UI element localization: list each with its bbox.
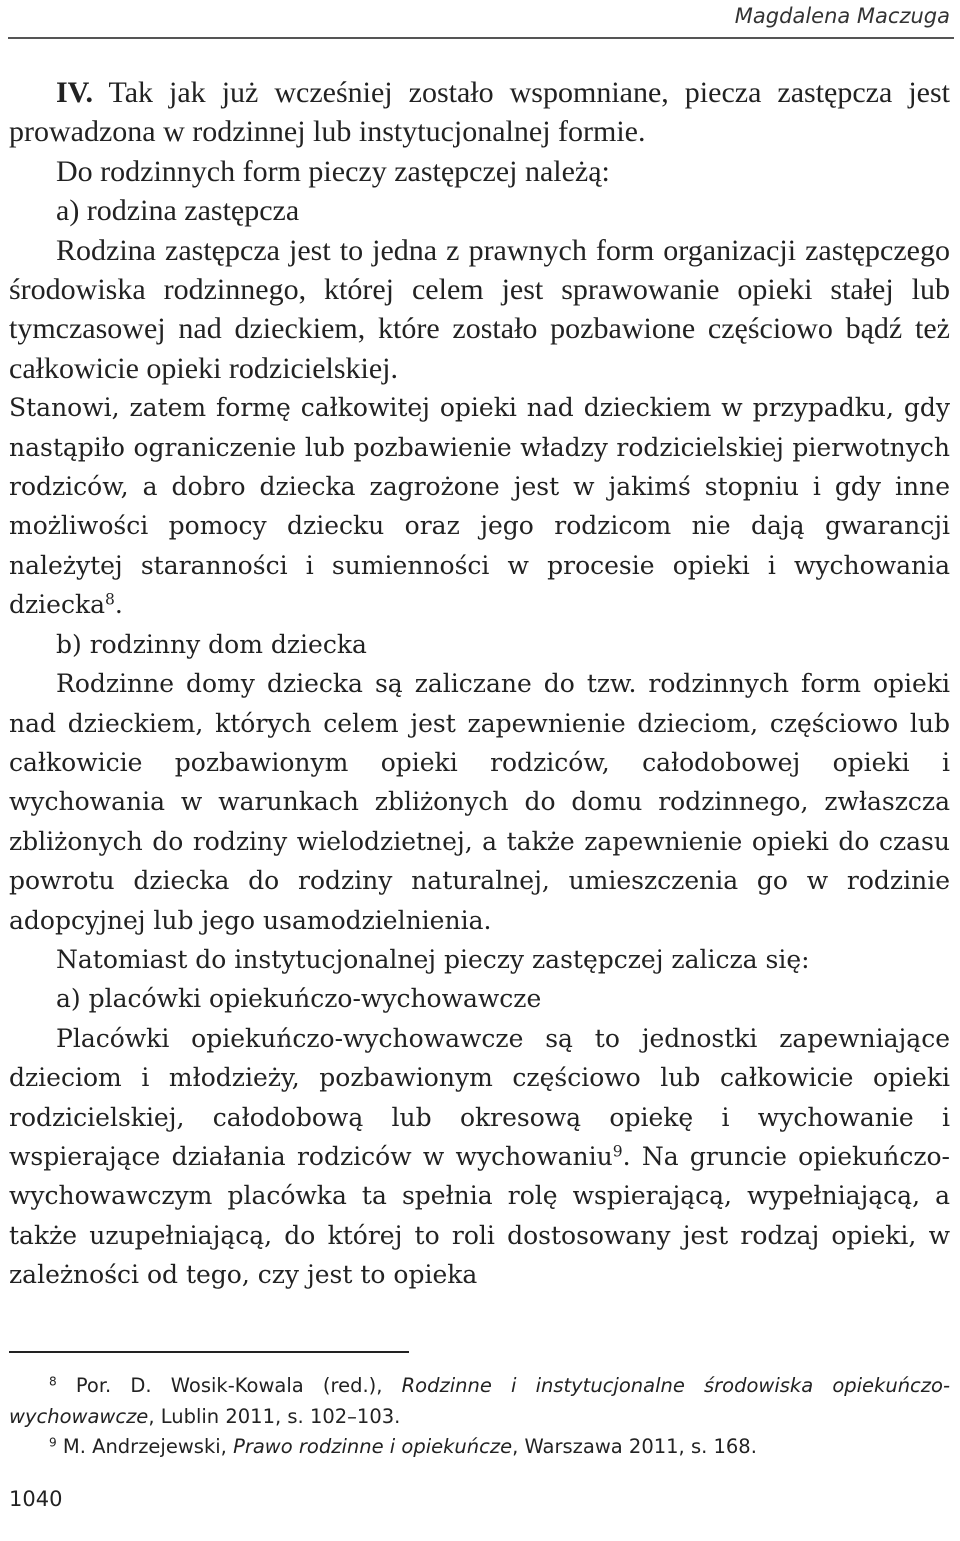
footnote-9-number: 9	[49, 1435, 57, 1450]
paragraph-family-forms: Do rodzinnych form pieczy zastępczej należą:	[56, 154, 610, 188]
footnotes	[9, 1371, 950, 1463]
footnote-ref-9: 9	[612, 1142, 623, 1161]
page-number: 1040	[9, 1487, 63, 1511]
footnote-9-before: M. Andrzejewski,	[56, 1435, 234, 1458]
footnote-rule	[9, 1351, 409, 1353]
footnote-8-title: Rodzinne i instytucjonalne środowiska opiekuńczo-wychowawcze	[9, 1374, 950, 1428]
paragraph-foster-family-cont-text: Stanowi, zatem formę całkowitej opieki nad dzieckiem w przypadku, gdy nastąpiło ograniczenie lub pozbawienie władzy rodzicielskiej pierwotnych rodziców, a dobro dziecka zagrożone jest w jakimś stopniu i gdy inne możliwości pomocy dziecku oraz jego rodzicom nie dają gwarancji należytej staranności i sumienności w procesie opieki i wychowania dziecka	[9, 393, 950, 620]
footnote-9-title: Prawo rodzinne i opiekuńcze	[233, 1435, 513, 1458]
paragraph-family-home: Rodzinne domy dziecka są zaliczane do tzw. rodzinnych form opieki nad dzieckiem, których celem jest zapewnienie dzieciom, częściowo lub całkowicie pozbawionym opieki rodziców, całodobowej opieki i wychowania w warunkach zbliżonych do domu rodzinnego, zwłaszcza zbliżonych do rodziny wielodzietnej, a także zapewnienie opieki do czasu powrotu dziecka do rodziny naturalnej, umieszczenia go w rodzinie adopcyjnej lub jego usamodzielnienia.	[9, 669, 950, 935]
footnote-ref-8: 8	[105, 590, 115, 609]
footnote-8	[9, 1371, 950, 1432]
running-header-author: Magdalena Maczuga	[734, 4, 950, 28]
paragraph-intro	[9, 73, 950, 152]
paragraph-foster-family-cont	[9, 388, 950, 624]
footnote-8-after: , Lublin 2011, s. 102–103.	[148, 1404, 401, 1428]
footnote-9-after: , Warszawa 2011, s. 168.	[512, 1435, 757, 1458]
paragraph-care-institutions	[9, 1019, 950, 1295]
header-rule	[8, 37, 954, 39]
paragraph-foster-family: Rodzina zastępcza jest to jedna z prawnych form organizacji zastępczego środowiska rodzinnego, której celem jest sprawowanie opieki stałej lub tymczasowej nad dzieckiem, które zostało pozbawione częściowo bądź też całkowicie opieki rodzicielskiej.	[9, 233, 950, 385]
list-item-foster-family: a) rodzina zastępcza	[56, 194, 300, 228]
main-text	[9, 73, 950, 1295]
footnote-8-before: Por. D. Wosik-Kowala (red.),	[56, 1374, 402, 1397]
footnote-8-number: 8	[49, 1374, 57, 1389]
paragraph-foster-family-cont-end: .	[114, 590, 123, 620]
section-number: IV.	[56, 76, 93, 109]
paragraph-intro-text: Tak jak już wcześniej zostało wspomniane, piecza zastępcza jest prowadzona w rodzinnej lub instytucjonalnej formie.	[9, 76, 950, 149]
paragraph-care-institutions-text: Placówki opiekuńczo-wychowawcze są to jednostki zapewniające dzieciom i młodzieży, pozbawionym częściowo lub całkowicie opieki rodzicielskiej, całodobową lub okresową opiekę i wychowanie i wspierające działania rodziców w wychowaniu	[9, 1023, 950, 1171]
paragraph-institutional-forms: Natomiast do instytucjonalnej pieczy zastępczej zalicza się:	[56, 944, 810, 974]
paragraph-care-institutions-end: . Na gruncie opiekuńczo-wychowawczym placówka ta spełnia rolę wspierającą, wypełniającą, a także uzupełniającą, do której to roli dostosowany jest rodzaj opieki, w zależności od tego, czy jest to opieka	[9, 1141, 951, 1290]
footnote-9	[9, 1432, 950, 1463]
list-item-care-institutions: a) placówki opiekuńczo-wychowawcze	[56, 984, 542, 1014]
list-item-family-home: b) rodzinny dom dziecka	[56, 629, 367, 659]
